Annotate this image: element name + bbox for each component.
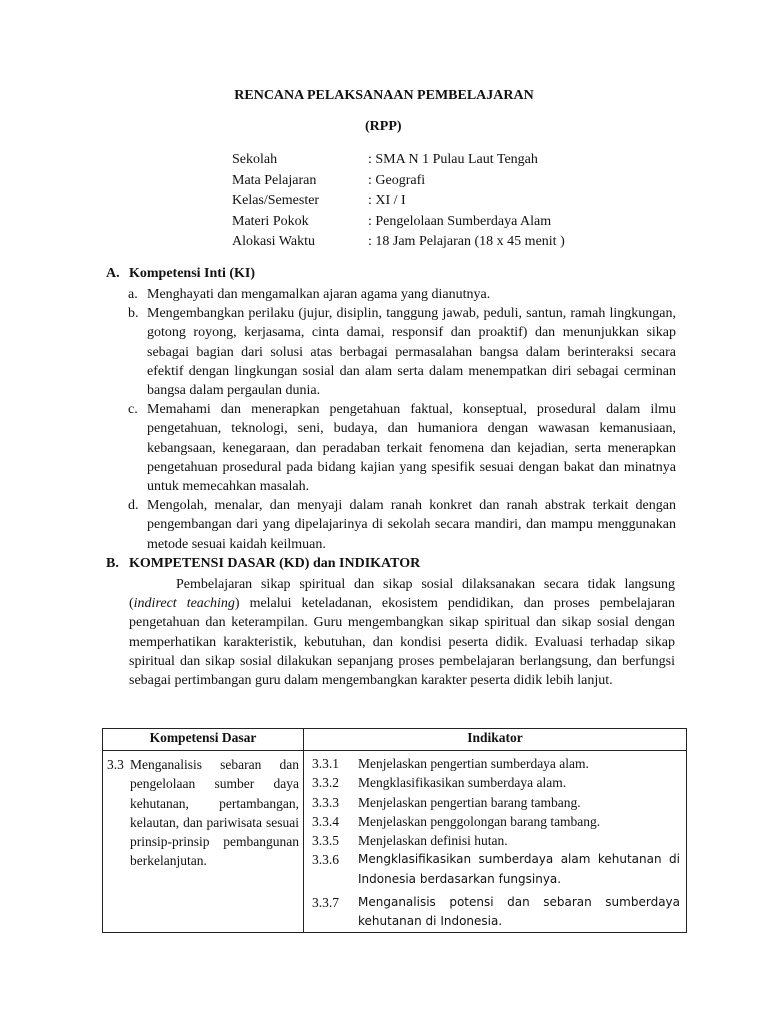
indicator-row [312,754,680,773]
indicator-number: 3.3.2 [312,775,339,791]
section-letter: A. [106,266,120,281]
identity-block [232,150,565,253]
paragraph-text: Pembelajaran sikap spiritual dan sikap sosial dilaksanakan secara tidak langsung ( [129,577,675,612]
document-title: RENCANA PELAKSANAAN PEMBELAJARAN [234,88,534,103]
indicator-number: 3.3.7 [312,895,339,911]
list-text: Mengembangkan perilaku (jujur, disiplin, tanggung jawab, peduli, santun, ramah lingkungan, gotong royong, kerjasama, cinta damai, responsif dan proaktif) dan menunjukkan sikap sebagai bagian dari solusi atas berbagai permasalahan bangsa dalam berinteraksi secara efektif dengan lingkungan sosial dan alam serta dalam menempatkan diri sebagai cerminan bangsa dalam pergaulan dunia. [147,306,676,399]
identity-row-school [232,150,565,171]
list-item [128,496,676,554]
list-marker: a. [128,287,138,302]
identity-label: Mata Pelajaran [232,172,317,188]
indicator-row [312,773,680,792]
section-a-heading [106,266,255,282]
indicator-row [312,893,680,932]
identity-label: Kelas/Semester [232,193,320,208]
list-item [128,400,676,496]
indicator-text: Menjelaskan definisi hutan. [358,833,508,849]
identity-row-subject [232,171,565,192]
indicator-row [312,850,680,889]
list-item [128,285,676,304]
paragraph-italic-term: indirect teaching [133,596,235,612]
identity-value: : SMA N 1 Pulau Laut Tengah [368,152,538,167]
indicator-text: Menjelaskan pengertian barang tambang. [358,794,581,810]
section-title: KOMPETENSI DASAR (KD) dan INDIKATOR [129,556,421,571]
indicator-row [312,812,680,831]
table-row [103,751,687,933]
list-text: Memahami dan menerapkan pengetahuan faktual, konseptual, prosedural dalam ilmu pengetahuan, teknologi, seni, budaya, dan humaniora dengan wawasan kemanusiaan, kebangsaan, kenegaraan, dan peradaban terkait fenomena dan kejadian, serta menerapkan pengetahuan prosedural pada bidang kajian yang spesifik sesuai dengan bakat dan minatnya untuk memecahkan masalah. [147,402,676,495]
list-text: Mengolah, menalar, dan menyaji dalam ranah konkret dan ranah abstrak terkait dengan pengembangan dari yang dipelajarinya di sekolah secara mandiri, dan mampu menggunakan metode sesuai kaidah keilmuan. [147,498,676,552]
kd-cell [103,751,304,933]
paragraph-text: ) melalui keteladanan, ekosistem pendidikan, dan proses pembelajaran pengetahuan dan keterampilan. Guru mengembangkan sikap spiritual dan sikap sosial dengan memperhatikan karakteristik, kebutuhan, dan kondisi peserta didik. Evaluasi terhadap sikap spiritual dan sikap sosial dilakukan sepanjang proses pembelajaran berlangsung, dan berfungsi sebagai pertimbangan guru dalam mengembangkan karakter peserta didik lebih lanjut. [129,596,675,689]
list-marker: c. [128,402,138,418]
indicator-text: Menganalisis potensi dan sebaran sumberdaya kehutanan di Indonesia. [358,895,680,929]
indicator-text: Mengklasifikasikan sumberdaya alam kehutanan di Indonesia berdasarkan fungsinya. [358,852,680,886]
identity-value: : Geografi [368,172,426,188]
indicator-text: Menjelaskan pengertian sumberdaya alam. [358,756,589,771]
list-item [128,304,676,400]
indicator-text: Menjelaskan penggolongan barang tambang. [358,813,601,829]
core-competency-list [128,285,676,554]
section-b-heading [106,556,420,572]
indicator-number: 3.3.5 [312,833,339,849]
table-header-indicator: Indikator [304,729,687,751]
identity-label: Sekolah [232,152,278,167]
kd-text: Menganalisis sebaran dan pengelolaan sumber daya kehutanan, pertambangan, kelautan, dan pariwisata sesuai prinsip-prinsip pembangunan berkelanjutan. [130,757,299,869]
indicator-number: 3.3.1 [312,756,339,771]
indicator-text: Mengklasifikasikan sumberdaya alam. [358,775,567,791]
list-text: Menghayati dan mengamalkan ajaran agama yang dianutnya. [147,287,491,302]
identity-row-time [232,232,565,253]
identity-value: : XI / I [368,193,406,208]
indicator-row [312,831,680,850]
indicator-row [312,793,680,812]
identity-label: Alokasi Waktu [232,234,315,249]
list-marker: d. [128,498,139,514]
identity-value: : 18 Jam Pelajaran (18 x 45 menit ) [368,234,565,249]
section-b-paragraph [129,575,675,690]
indicator-number: 3.3.6 [312,852,339,868]
indicator-number: 3.3.4 [312,813,339,829]
identity-label: Materi Pokok [232,213,309,229]
document-subtitle: (RPP) [365,119,402,134]
indicator-number: 3.3.3 [312,794,339,810]
competency-table [102,728,687,933]
section-letter: B. [106,556,119,571]
identity-row-class [232,191,565,212]
section-title: Kompetensi Inti (KI) [129,266,255,281]
list-marker: b. [128,306,139,322]
indicator-cell [304,751,687,933]
table-header-row [103,729,687,751]
identity-row-topic [232,212,565,233]
kd-number: 3.3 [107,757,124,772]
table-header-kd: Kompetensi Dasar [103,729,304,751]
identity-value: : Pengelolaan Sumberdaya Alam [368,213,552,229]
